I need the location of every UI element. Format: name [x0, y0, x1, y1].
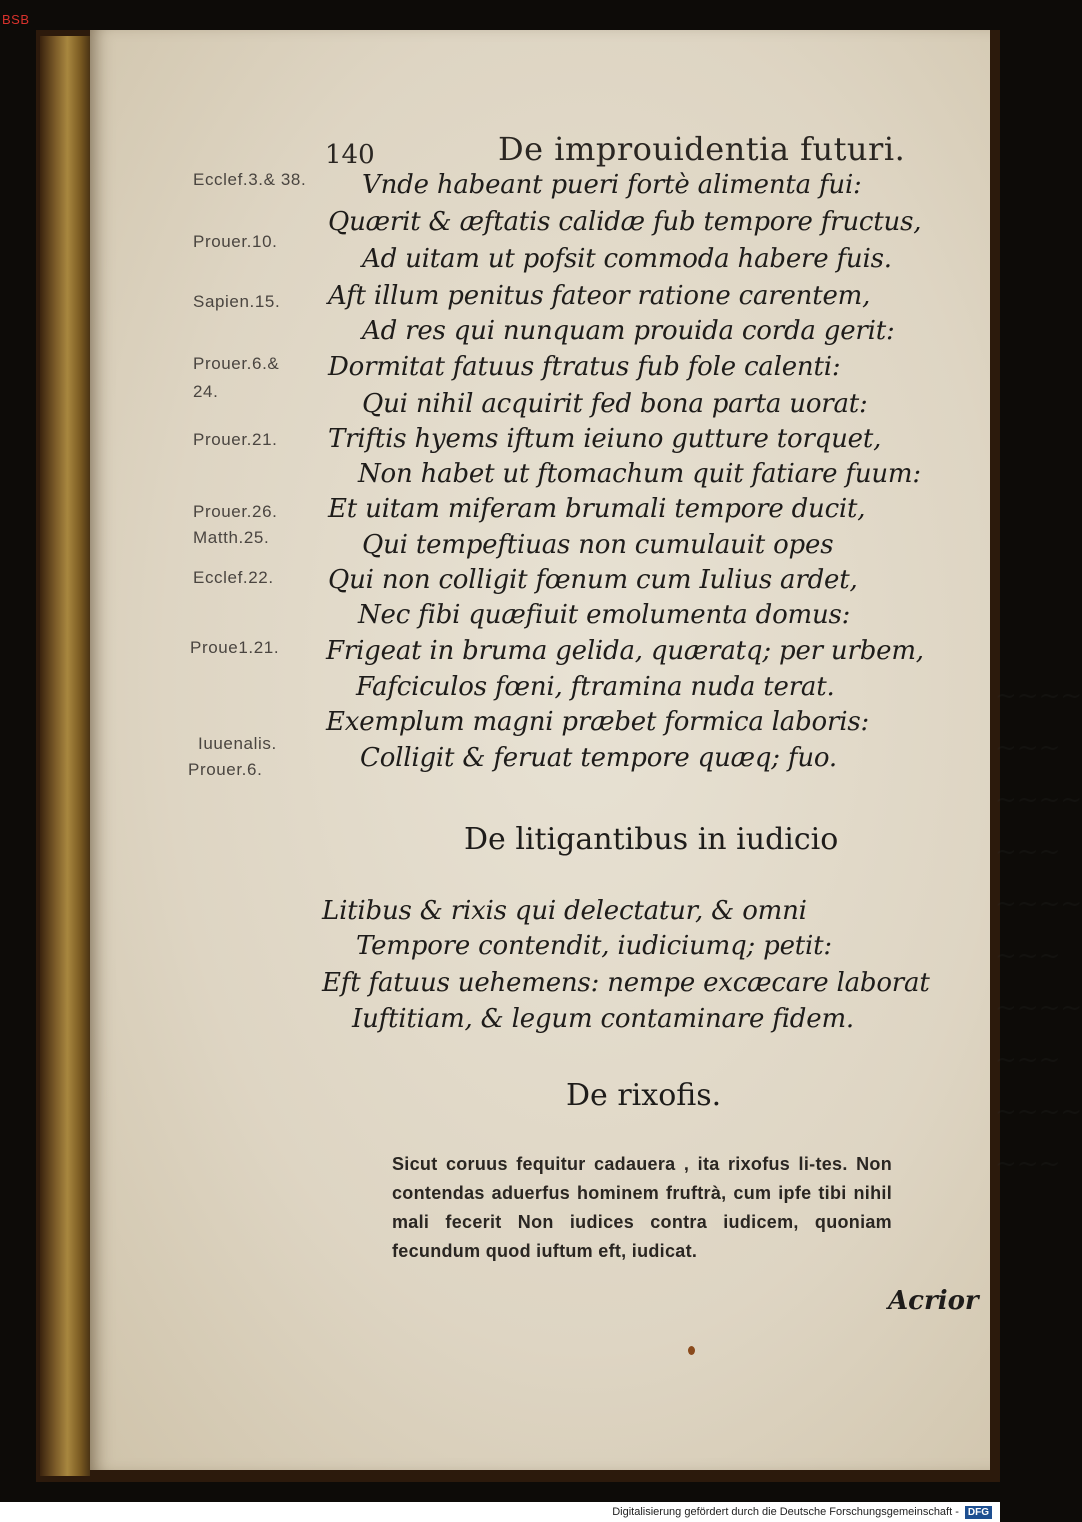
verse-line: Tempore contendit, iudiciumq; petit:: [356, 931, 832, 961]
verse-line: Qui tempeftiuas non cumulauit opes: [362, 530, 834, 560]
verse-line: Ad uitam ut pofsit commoda habere fuis.: [362, 244, 892, 274]
margin-ref: Prouer.21.: [193, 430, 278, 449]
running-head: De improuidentia futuri.: [498, 130, 906, 168]
verse-line: Eft fatuus uehemens: nempe excæcare laborat: [322, 968, 930, 998]
verse-line: Et uitam miferam brumali tempore ducit,: [328, 494, 866, 524]
verse-line: Ad res qui nunquam prouida corda gerit:: [362, 316, 895, 346]
verse-line: Quærit & æftatis calidæ fub tempore fructus,: [328, 207, 922, 237]
verse-line: Non habet ut ftomachum quit fatiare fuum:: [358, 459, 921, 489]
margin-ref: Iuuenalis.: [198, 734, 277, 753]
margin-ref: Sapien.15.: [193, 292, 281, 311]
footer-bar: [0, 1502, 1000, 1522]
verse-line: Frigeat in bruma gelida, quæratq; per urbem,: [326, 636, 924, 666]
show-through-text: ~~~~ ~~~ ~~~~ ~~~ ~~~~ ~~~ ~~~~ ~~~ ~~~~ ~~~: [995, 681, 1082, 1179]
margin-ref: Prouer.26.: [193, 502, 278, 521]
margin-ref: Proue1.21.: [190, 638, 280, 657]
verse-line: Triftis hyems iftum ieiuno gutture torquet,: [328, 424, 882, 454]
verse-line: Vnde habeant pueri fortè alimenta fui:: [362, 170, 862, 200]
prose-paragraph: Sicut coruus fequitur cadauera , ita rixofus li-tes. Non contendas aduerfus hominem fruftrà, cum ipfe tibi nihil mali fecerit Non iudices contra iudicem, quoniam fecundum quod iuftum eft, iudicat.: [392, 1154, 892, 1261]
verse-line: Litibus & rixis qui delectatur, & omni: [322, 896, 807, 926]
margin-ref: Ecclef.22.: [193, 568, 274, 587]
verse-line: Nec fibi quæfiuit emolumenta domus:: [358, 600, 851, 630]
dfg-logo: DFG: [965, 1506, 992, 1519]
catchword: Acrior: [888, 1286, 979, 1316]
footer-credit: Digitalisierung gefördert durch die Deutsche Forschungsgemeinschaft -: [612, 1506, 959, 1518]
verse-line: Colligit & feruat tempore quæq; fuo.: [360, 743, 837, 773]
margin-ref: Prouer.10.: [193, 232, 278, 251]
verse-line: Aft illum penitus fateor ratione carentem,: [328, 281, 871, 311]
section-title: De rixofis.: [566, 1078, 722, 1113]
verse-line: Dormitat fatuus ftratus fub fole calenti:: [328, 352, 841, 382]
page-number: 140: [325, 140, 375, 170]
verse-line: Fafciculos fœni, ftramina nuda terat.: [356, 672, 835, 702]
paper-speck: [688, 1346, 695, 1355]
margin-ref: 24.: [193, 382, 219, 401]
margin-ref: Prouer.6.&: [193, 354, 280, 373]
book-spine: [40, 36, 90, 1476]
margin-ref: Prouer.6.: [188, 760, 263, 779]
verse-line: Qui non colligit fœnum cum Iulius ardet,: [328, 565, 858, 595]
verse-line: Qui nihil acquirit fed bona parta uorat:: [362, 389, 868, 419]
section-title: De litigantibus in iudicio: [464, 822, 839, 857]
verse-line: Exemplum magni præbet formica laboris:: [326, 707, 870, 737]
margin-ref: Ecclef.3.& 38.: [193, 170, 307, 189]
verse-line: Iuftitiam, & legum contaminare fidem.: [352, 1004, 854, 1034]
margin-ref: Matth.25.: [193, 528, 270, 547]
library-mark: BSB: [2, 12, 30, 27]
